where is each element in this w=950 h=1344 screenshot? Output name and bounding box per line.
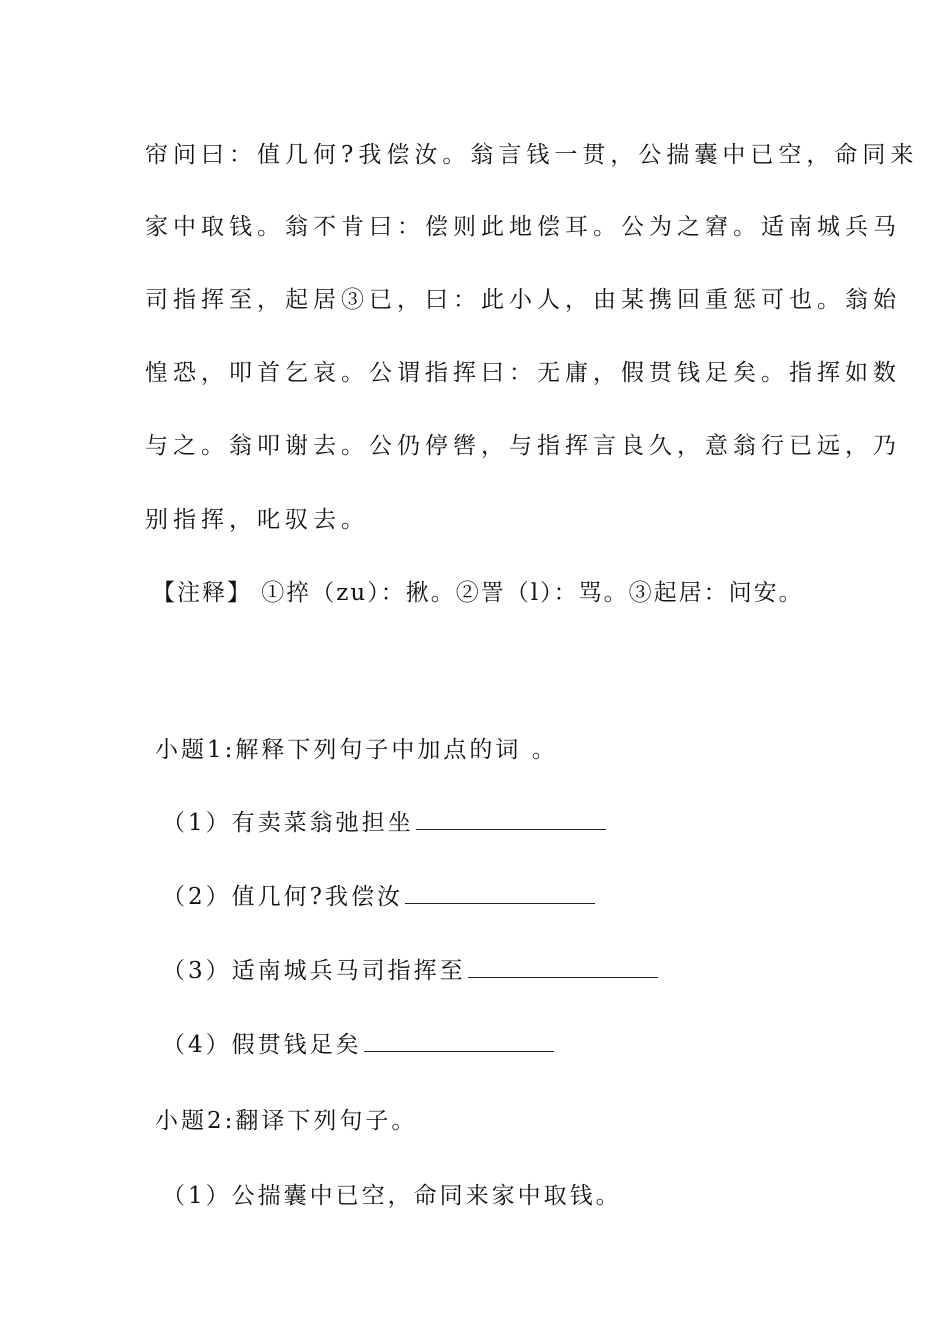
- passage-line-4: 惶恐，叩首乞哀。公谓指挥曰：无庸，假贯钱足矣。指挥如数: [145, 360, 901, 386]
- passage-line-3: 司指挥至，起居③已，曰：此小人，由某携回重惩可也。翁始: [145, 287, 901, 313]
- passage-line-6: 别指挥，叱驭去。: [145, 507, 369, 533]
- question-1-item-1-text: （1）有卖菜翁弛担坐: [162, 810, 414, 836]
- answer-blank-1[interactable]: [416, 809, 606, 830]
- question-1-item-3-text: （3）适南城兵马司指挥至: [162, 958, 466, 984]
- question-1-item-4-text: （4）假贯钱足矣: [162, 1032, 362, 1058]
- question-2-item-1: （1）公揣囊中已空，命同来家中取钱。: [162, 1183, 622, 1209]
- annotation-notes: 【注释】 ①捽（zu）：揪。②詈（l）：骂。③起居：问安。: [152, 580, 804, 606]
- question-1-item-4: [162, 1030, 554, 1060]
- passage-line-2: 家中取钱。翁不肯曰：偿则此地偿耳。公为之窘。适南城兵马: [145, 214, 901, 240]
- question-1-item-2-text: （2）值几何?我偿汝: [162, 884, 403, 910]
- answer-blank-3[interactable]: [468, 957, 658, 978]
- question-1-item-3: [162, 956, 658, 986]
- passage-line-1: 帘问曰：值几何?我偿汝。翁言钱一贯，公揣囊中已空，命同来: [145, 142, 919, 168]
- question-2-title: 小题2:翻译下列句子。: [155, 1108, 418, 1134]
- question-1-item-2: [162, 882, 595, 912]
- answer-blank-4[interactable]: [364, 1031, 554, 1052]
- passage-line-5: 与之。翁叩谢去。公仍停辔，与指挥言良久，意翁行已远，乃: [145, 433, 901, 459]
- question-1-item-1: [162, 808, 606, 838]
- answer-blank-2[interactable]: [405, 883, 595, 904]
- question-1-title: 小题1:解释下列句子中加点的词 。: [155, 737, 558, 763]
